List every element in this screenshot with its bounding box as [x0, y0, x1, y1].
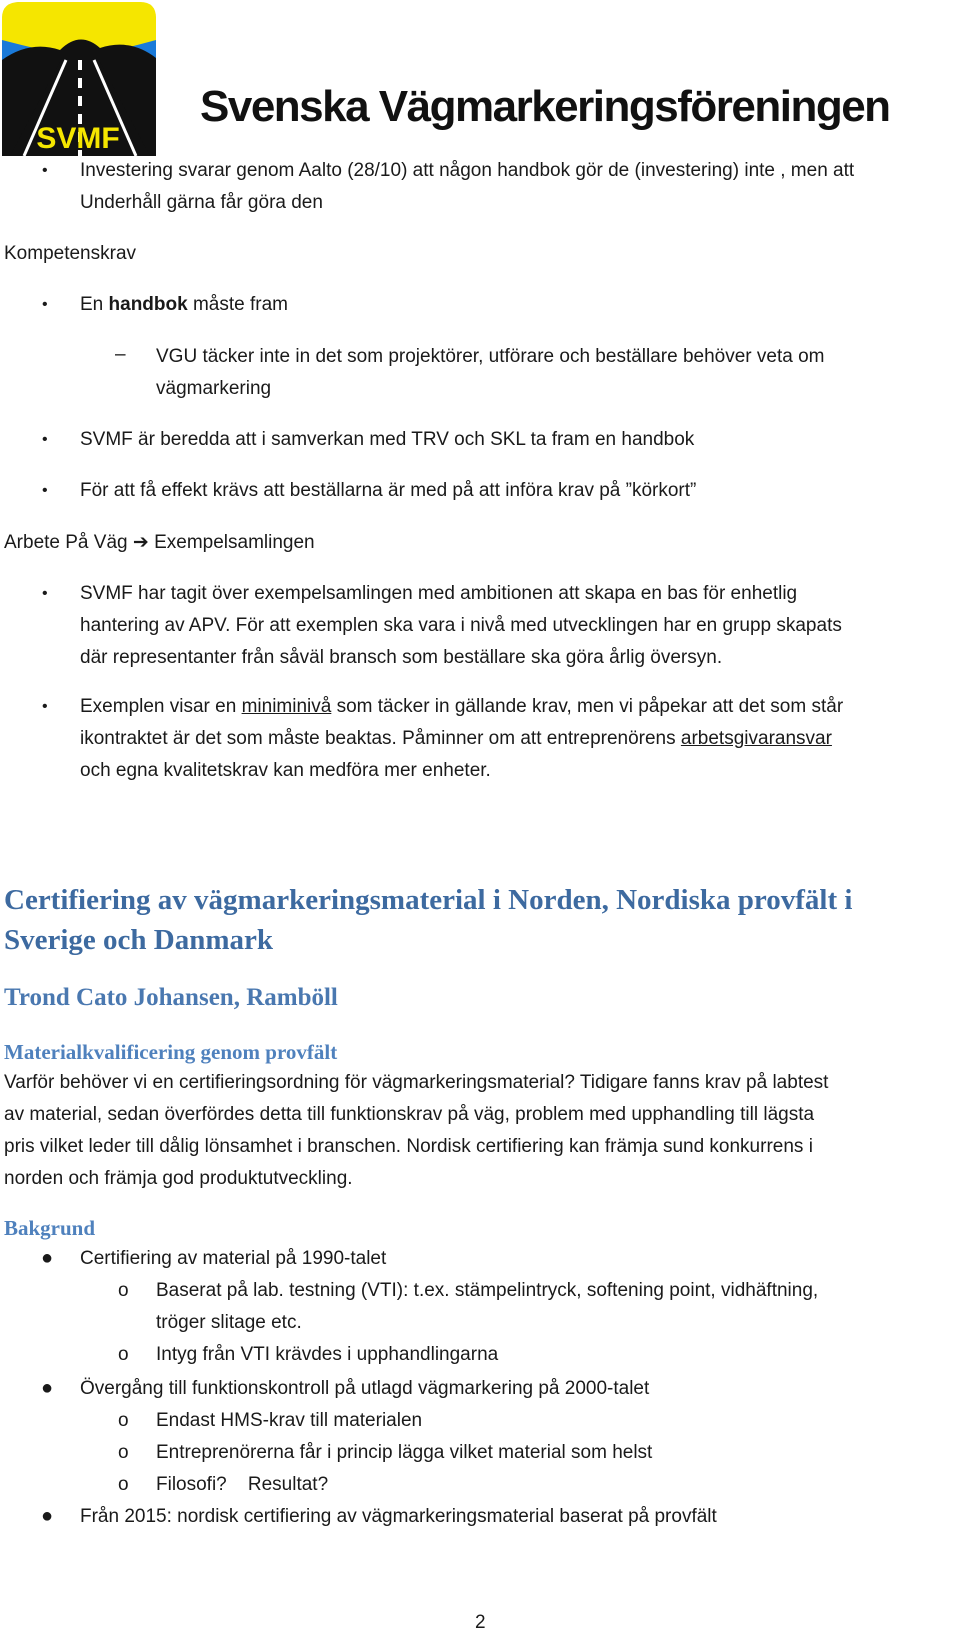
- bullet-text: Exemplen visar en miniminivå som täcker in gällande krav, men vi påpekar att det som står: [80, 696, 844, 717]
- paragraph-line: norden och främja god produktutveckling.: [4, 1168, 353, 1189]
- sub-bullet-text: Endast HMS-krav till materialen: [156, 1410, 423, 1431]
- sub-bullet-marker: o: [118, 1442, 129, 1463]
- sub-heading: Materialkvalificering genom provfält: [4, 1040, 338, 1064]
- bullet-marker: ●: [41, 1505, 54, 1527]
- bullet-marker: ●: [41, 1247, 54, 1269]
- sub-bullet-marker: o: [118, 1280, 129, 1301]
- sub-bullet-text: vägmarkering: [156, 378, 272, 399]
- bullet-text: ikontraktet är det som måste beaktas. Påminner om att entreprenörens arbetsgivaransvar: [80, 728, 832, 749]
- bullet-marker: •: [42, 585, 48, 602]
- page-number: 2: [475, 1612, 486, 1633]
- bullet-text: Investering svarar genom Aalto (28/10) att någon handbok gör de (investering) inte , men att: [80, 160, 855, 181]
- sub-bullet-marker: o: [118, 1474, 129, 1495]
- bullet-marker: ●: [41, 1377, 54, 1399]
- sub-bullet-text: Filosofi? Resultat?: [156, 1474, 329, 1495]
- paragraph-line: av material, sedan överfördes detta till funktionskrav på väg, problem med upphandling till lägsta: [4, 1104, 815, 1125]
- section-heading: Certifiering av vägmarkeringsmaterial i Norden, Nordiska provfält i: [4, 884, 853, 916]
- author-heading: Trond Cato Johansen, Ramböll: [4, 984, 338, 1011]
- sub-heading: Bakgrund: [4, 1216, 96, 1240]
- bullet-text: En handbok måste fram: [80, 294, 289, 315]
- bullet-text: hantering av APV. För att exemplen ska vara i nivå med utvecklingen har en grupp skapats: [80, 615, 842, 636]
- sub-bullet-text: Baserat på lab. testning (VTI): t.ex. stämpelintryck, softening point, vidhäftning,: [156, 1280, 819, 1301]
- sub-bullet-marker: o: [118, 1410, 129, 1431]
- page-header: [0, 0, 960, 160]
- sub-bullet-text: Intyg från VTI krävdes i upphandlingarna: [156, 1344, 499, 1365]
- bullet-text: Underhåll gärna får göra den: [80, 192, 323, 213]
- bullet-marker: •: [42, 162, 48, 179]
- section-label: Arbete På Väg ➔ Exempelsamlingen: [4, 532, 315, 553]
- paragraph-line: Varför behöver vi en certifieringsordning för vägmarkeringsmaterial? Tidigare fanns krav på labtest: [4, 1072, 829, 1093]
- sub-bullet-marker: o: [118, 1344, 129, 1365]
- organization-name: Svenska Vägmarkeringsföreningen: [200, 82, 890, 131]
- bullet-text: SVMF har tagit över exempelsamlingen med ambitionen att skapa en bas för enhetlig: [80, 583, 798, 604]
- bullet-text: Övergång till funktionskontroll på utlagd vägmarkering på 2000-talet: [80, 1378, 650, 1399]
- bullet-text: SVMF är beredda att i samverkan med TRV och SKL ta fram en handbok: [80, 429, 695, 450]
- bullet-text: och egna kvalitetskrav kan medföra mer enheter.: [80, 760, 491, 781]
- svg-text:SVMF: SVMF: [36, 122, 120, 155]
- sub-bullet-text: VGU täcker inte in det som projektörer, utförare och beställare behöver veta om: [156, 346, 825, 367]
- section-label: Kompetenskrav: [4, 243, 137, 264]
- bullet-text: där representanter från såväl bransch som beställare ska göra årlig översyn.: [80, 647, 723, 668]
- arrow-icon: ➔: [132, 532, 149, 553]
- bullet-text: Certifiering av material på 1990-talet: [80, 1248, 387, 1269]
- sub-bullet-text: Entreprenörerna får i princip lägga vilket material som helst: [156, 1442, 653, 1463]
- bullet-text: Från 2015: nordisk certifiering av vägmarkeringsmaterial baserat på provfält: [80, 1506, 717, 1527]
- svmf-logo: [0, 0, 160, 160]
- bullet-marker: •: [42, 296, 48, 313]
- bullet-marker: •: [42, 431, 48, 448]
- sub-bullet-text: tröger slitage etc.: [156, 1312, 302, 1333]
- bullet-marker: •: [42, 482, 48, 499]
- bullet-marker: •: [42, 698, 48, 715]
- paragraph-line: pris vilket leder till dålig lönsamhet i branschen. Nordisk certifiering kan främja sund konkurrens i: [4, 1136, 813, 1157]
- section-heading: Sverige och Danmark: [4, 924, 274, 956]
- bullet-text: För att få effekt krävs att beställarna är med på att införa krav på ”körkort”: [80, 480, 697, 501]
- dash-marker: –: [115, 344, 126, 365]
